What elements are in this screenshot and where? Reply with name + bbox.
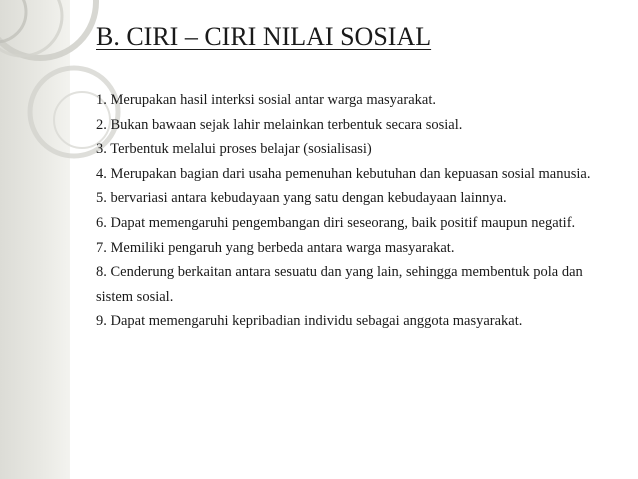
list-item: 9. Dapat memengaruhi kepribadian individu sebagai anggota masyarakat. xyxy=(96,313,523,330)
list-item: 4. Merupakan bagian dari usaha pemenuhan kebutuhan dan kepuasan sosial manusia. xyxy=(96,165,591,182)
decorative-ring-small xyxy=(0,0,26,42)
list-item: 5. bervariasi antara kebudayaan yang satu dengan kebudayaan lainnya. xyxy=(96,190,507,207)
decorative-ring-large xyxy=(0,0,96,58)
list-item: 8. Cenderung berkaitan antara sesuatu dan yang lain, sehingga membentuk pola dan sistem sosial. xyxy=(96,264,583,305)
slide-title: B. CIRI – CIRI NILAI SOSIAL xyxy=(96,22,432,51)
list-item: 3. Terbentuk melalui proses belajar (sosialisasi) xyxy=(96,141,372,158)
list-item: 6. Dapat memengaruhi pengembangan diri seseorang, baik positif maupun negatif. xyxy=(96,214,576,231)
list-item: 1. Merupakan hasil interksi sosial antar warga masyarakat. xyxy=(96,92,436,108)
list-item: 7. Memiliki pengaruh yang berbeda antara warga masyarakat. xyxy=(96,239,455,256)
characteristics-list xyxy=(96,88,616,334)
list-item: 2. Bukan bawaan sejak lahir melainkan terbentuk secara sosial. xyxy=(96,116,463,133)
